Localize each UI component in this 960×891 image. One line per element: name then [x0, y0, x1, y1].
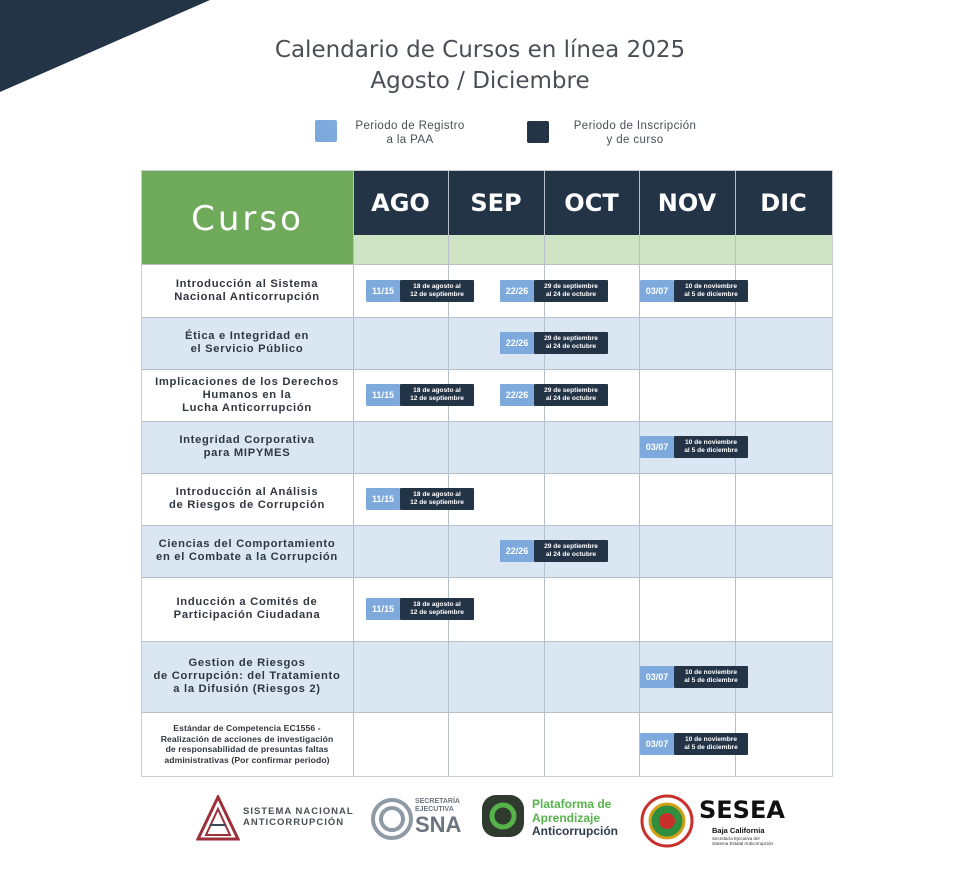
enrollment-period-line: 18 de agosto al: [413, 491, 461, 498]
month-subheader-band: [448, 235, 544, 264]
month-subheader-band: [639, 235, 735, 264]
course-calendar-table: [141, 170, 833, 777]
month-header-sep: SEP: [448, 171, 544, 235]
course-name: [144, 577, 350, 641]
course-name-text: [169, 486, 325, 512]
period-pill: [640, 280, 748, 302]
course-name-text: [185, 330, 309, 356]
enrollment-period-line: 29 de septiembre: [544, 387, 598, 394]
legend-inscripcion-swatch: [527, 121, 549, 143]
period-pill: [500, 540, 608, 562]
course-name-line: administrativas (Por confirmar periodo): [164, 754, 330, 765]
enrollment-period: [674, 733, 748, 755]
sesea-logo-title: SESEA: [699, 796, 785, 824]
course-name-text: [154, 657, 341, 696]
period-pill: [640, 666, 748, 688]
course-name: [144, 421, 350, 473]
enrollment-period: [400, 384, 474, 406]
enrollment-period-line: 18 de agosto al: [413, 387, 461, 394]
course-name-line: de responsabilidad de presuntas faltas: [165, 744, 329, 754]
course-name: [144, 369, 350, 421]
enrollment-period: [534, 384, 608, 406]
registration-period: 11/15: [366, 280, 400, 302]
course-name: [144, 317, 350, 369]
enrollment-period-line: al 5 de diciembre: [684, 447, 738, 454]
enrollment-period-line: 29 de septiembre: [544, 283, 598, 290]
row-divider: [142, 577, 832, 578]
registration-period: 22/26: [500, 384, 534, 406]
course-name-line: Realización de acciones de investigación: [160, 733, 334, 744]
course-name: [144, 525, 350, 577]
enrollment-period: [400, 488, 474, 510]
enrollment-period-line: al 24 de octubre: [545, 395, 597, 402]
enrollment-period-line: 10 de noviembre: [684, 736, 738, 743]
enrollment-period-line: 12 de septiembre: [410, 395, 464, 402]
course-name-line: Introducción al Sistema: [175, 277, 319, 290]
course-column-header: Curso: [142, 171, 353, 264]
row-divider: [142, 369, 832, 370]
month-subheader-band: [353, 235, 448, 264]
registration-period: 22/26: [500, 540, 534, 562]
row-divider: [142, 641, 832, 642]
enrollment-period-line: al 5 de diciembre: [684, 291, 738, 298]
course-name-line: Lucha Anticorrupción: [182, 401, 312, 414]
month-header-dic: DIC: [735, 171, 832, 235]
course-name-text: [174, 278, 320, 304]
enrollment-period: [400, 280, 474, 302]
course-name-text: [155, 376, 339, 415]
course-name-line: de Corrupción: del Tratamiento: [153, 670, 341, 682]
period-pill: [366, 488, 474, 510]
enrollment-period-line: al 24 de octubre: [545, 551, 597, 558]
enrollment-period: [400, 598, 474, 620]
row-divider: [142, 317, 832, 318]
course-name-line: Integridad Corporativa: [179, 434, 315, 446]
row-divider: [142, 712, 832, 713]
enrollment-period-line: 10 de noviembre: [684, 669, 738, 676]
period-pill: [640, 733, 748, 755]
month-header-ago: AGO: [353, 171, 448, 235]
enrollment-period-line: 29 de septiembre: [544, 335, 598, 342]
period-pill: [500, 332, 608, 354]
registration-period: 03/07: [640, 733, 674, 755]
course-name-line: Participación Ciudadana: [173, 609, 321, 621]
registration-period: 03/07: [640, 280, 674, 302]
enrollment-period-line: al 5 de diciembre: [684, 744, 738, 751]
sesna-logo-icon: [370, 797, 414, 841]
course-name-text: [179, 434, 314, 460]
enrollment-period: [534, 540, 608, 562]
period-pill: [640, 436, 748, 458]
course-name-line: Introducción al Análisis: [175, 486, 319, 498]
plataforma-logo-icon: [480, 793, 526, 839]
enrollment-period-line: 18 de agosto al: [413, 601, 461, 608]
course-name-text: [174, 596, 321, 622]
course-name: [144, 264, 350, 317]
sesea-logo-caption: Secretaría Ejecutiva del Sistema Estatal Anticorrupción: [712, 836, 774, 846]
month-header-nov: NOV: [639, 171, 735, 235]
course-name-line: en el Combate a la Corrupción: [156, 551, 338, 563]
legend-inscripcion-label: Periodo de Inscripción y de curso: [573, 120, 697, 146]
period-pill: [366, 384, 474, 406]
period-pill: [366, 598, 474, 620]
enrollment-period-line: 12 de septiembre: [410, 499, 464, 506]
sesea-logo-subtitle: Baja California: [712, 826, 765, 835]
row-divider: [142, 421, 832, 422]
course-name: [144, 641, 350, 712]
course-name-line: Humanos en la: [202, 388, 292, 401]
sna-logo-icon: [196, 795, 240, 843]
course-name-line: Inducción a Comités de: [176, 596, 318, 608]
course-name-text: [161, 723, 334, 765]
period-pill: [500, 384, 608, 406]
registration-period: 11/15: [366, 488, 400, 510]
month-subheader-band: [544, 235, 639, 264]
legend-registro-swatch: [315, 120, 337, 142]
enrollment-period-line: 18 de agosto al: [413, 283, 461, 290]
plataforma-logo-text: Plataforma de Aprendizaje Anticorrupción: [532, 797, 618, 838]
enrollment-period: [674, 280, 748, 302]
course-name-line: el Servicio Público: [190, 343, 304, 355]
enrollment-period: [674, 666, 748, 688]
course-name-line: Gestion de Riesgos: [188, 657, 306, 669]
period-pill: [366, 280, 474, 302]
enrollment-period: [534, 332, 608, 354]
course-name-line: a la Difusión (Riesgos 2): [173, 683, 321, 695]
registration-period: 03/07: [640, 436, 674, 458]
page-title: Calendario de Cursos en línea 2025: [274, 37, 686, 63]
course-name-line: Implicaciones de los Derechos: [155, 375, 339, 388]
period-pill: [500, 280, 608, 302]
course-name-text: [156, 538, 338, 564]
enrollment-period-line: 29 de septiembre: [544, 543, 598, 550]
enrollment-period: [674, 436, 748, 458]
legend-registro-label: Periodo de Registro a la PAA: [355, 120, 465, 146]
course-name: [144, 712, 350, 776]
month-header-oct: OCT: [544, 171, 639, 235]
enrollment-period-line: 12 de septiembre: [410, 291, 464, 298]
course-name-line: para MIPYMES: [203, 447, 291, 459]
row-divider: [142, 473, 832, 474]
row-divider: [142, 264, 832, 265]
registration-period: 11/15: [366, 384, 400, 406]
course-name-line: Ética e Integridad en: [184, 330, 310, 342]
enrollment-period: [534, 280, 608, 302]
course-name-line: Nacional Anticorrupción: [174, 290, 320, 303]
course-name-line: Ciencias del Comportamiento: [158, 538, 336, 550]
registration-period: 11/15: [366, 598, 400, 620]
enrollment-period-line: al 24 de octubre: [545, 343, 597, 350]
registration-period: 22/26: [500, 280, 534, 302]
enrollment-period-line: al 24 de octubre: [545, 291, 597, 298]
course-name-line: de Riesgos de Corrupción: [168, 499, 326, 511]
month-subheader-band: [735, 235, 832, 264]
page-subtitle: Agosto / Diciembre: [370, 68, 590, 94]
registration-period: 22/26: [500, 332, 534, 354]
course-name: [144, 473, 350, 525]
row-divider: [142, 525, 832, 526]
course-name-line: Estándar de Competencia EC1556 -: [173, 723, 321, 733]
enrollment-period-line: 10 de noviembre: [684, 283, 738, 290]
sesna-logo-small-text: SECRETARÍA EJECUTIVA: [415, 798, 460, 813]
registration-period: 03/07: [640, 666, 674, 688]
sna-logo-text: SISTEMA NACIONAL ANTICORRUPCIÓN: [243, 806, 354, 828]
enrollment-period-line: 12 de septiembre: [410, 609, 464, 616]
sesna-logo-big-text: SNA: [415, 812, 462, 837]
sesea-seal-icon: [640, 794, 694, 848]
enrollment-period-line: al 5 de diciembre: [684, 677, 738, 684]
enrollment-period-line: 10 de noviembre: [684, 439, 738, 446]
